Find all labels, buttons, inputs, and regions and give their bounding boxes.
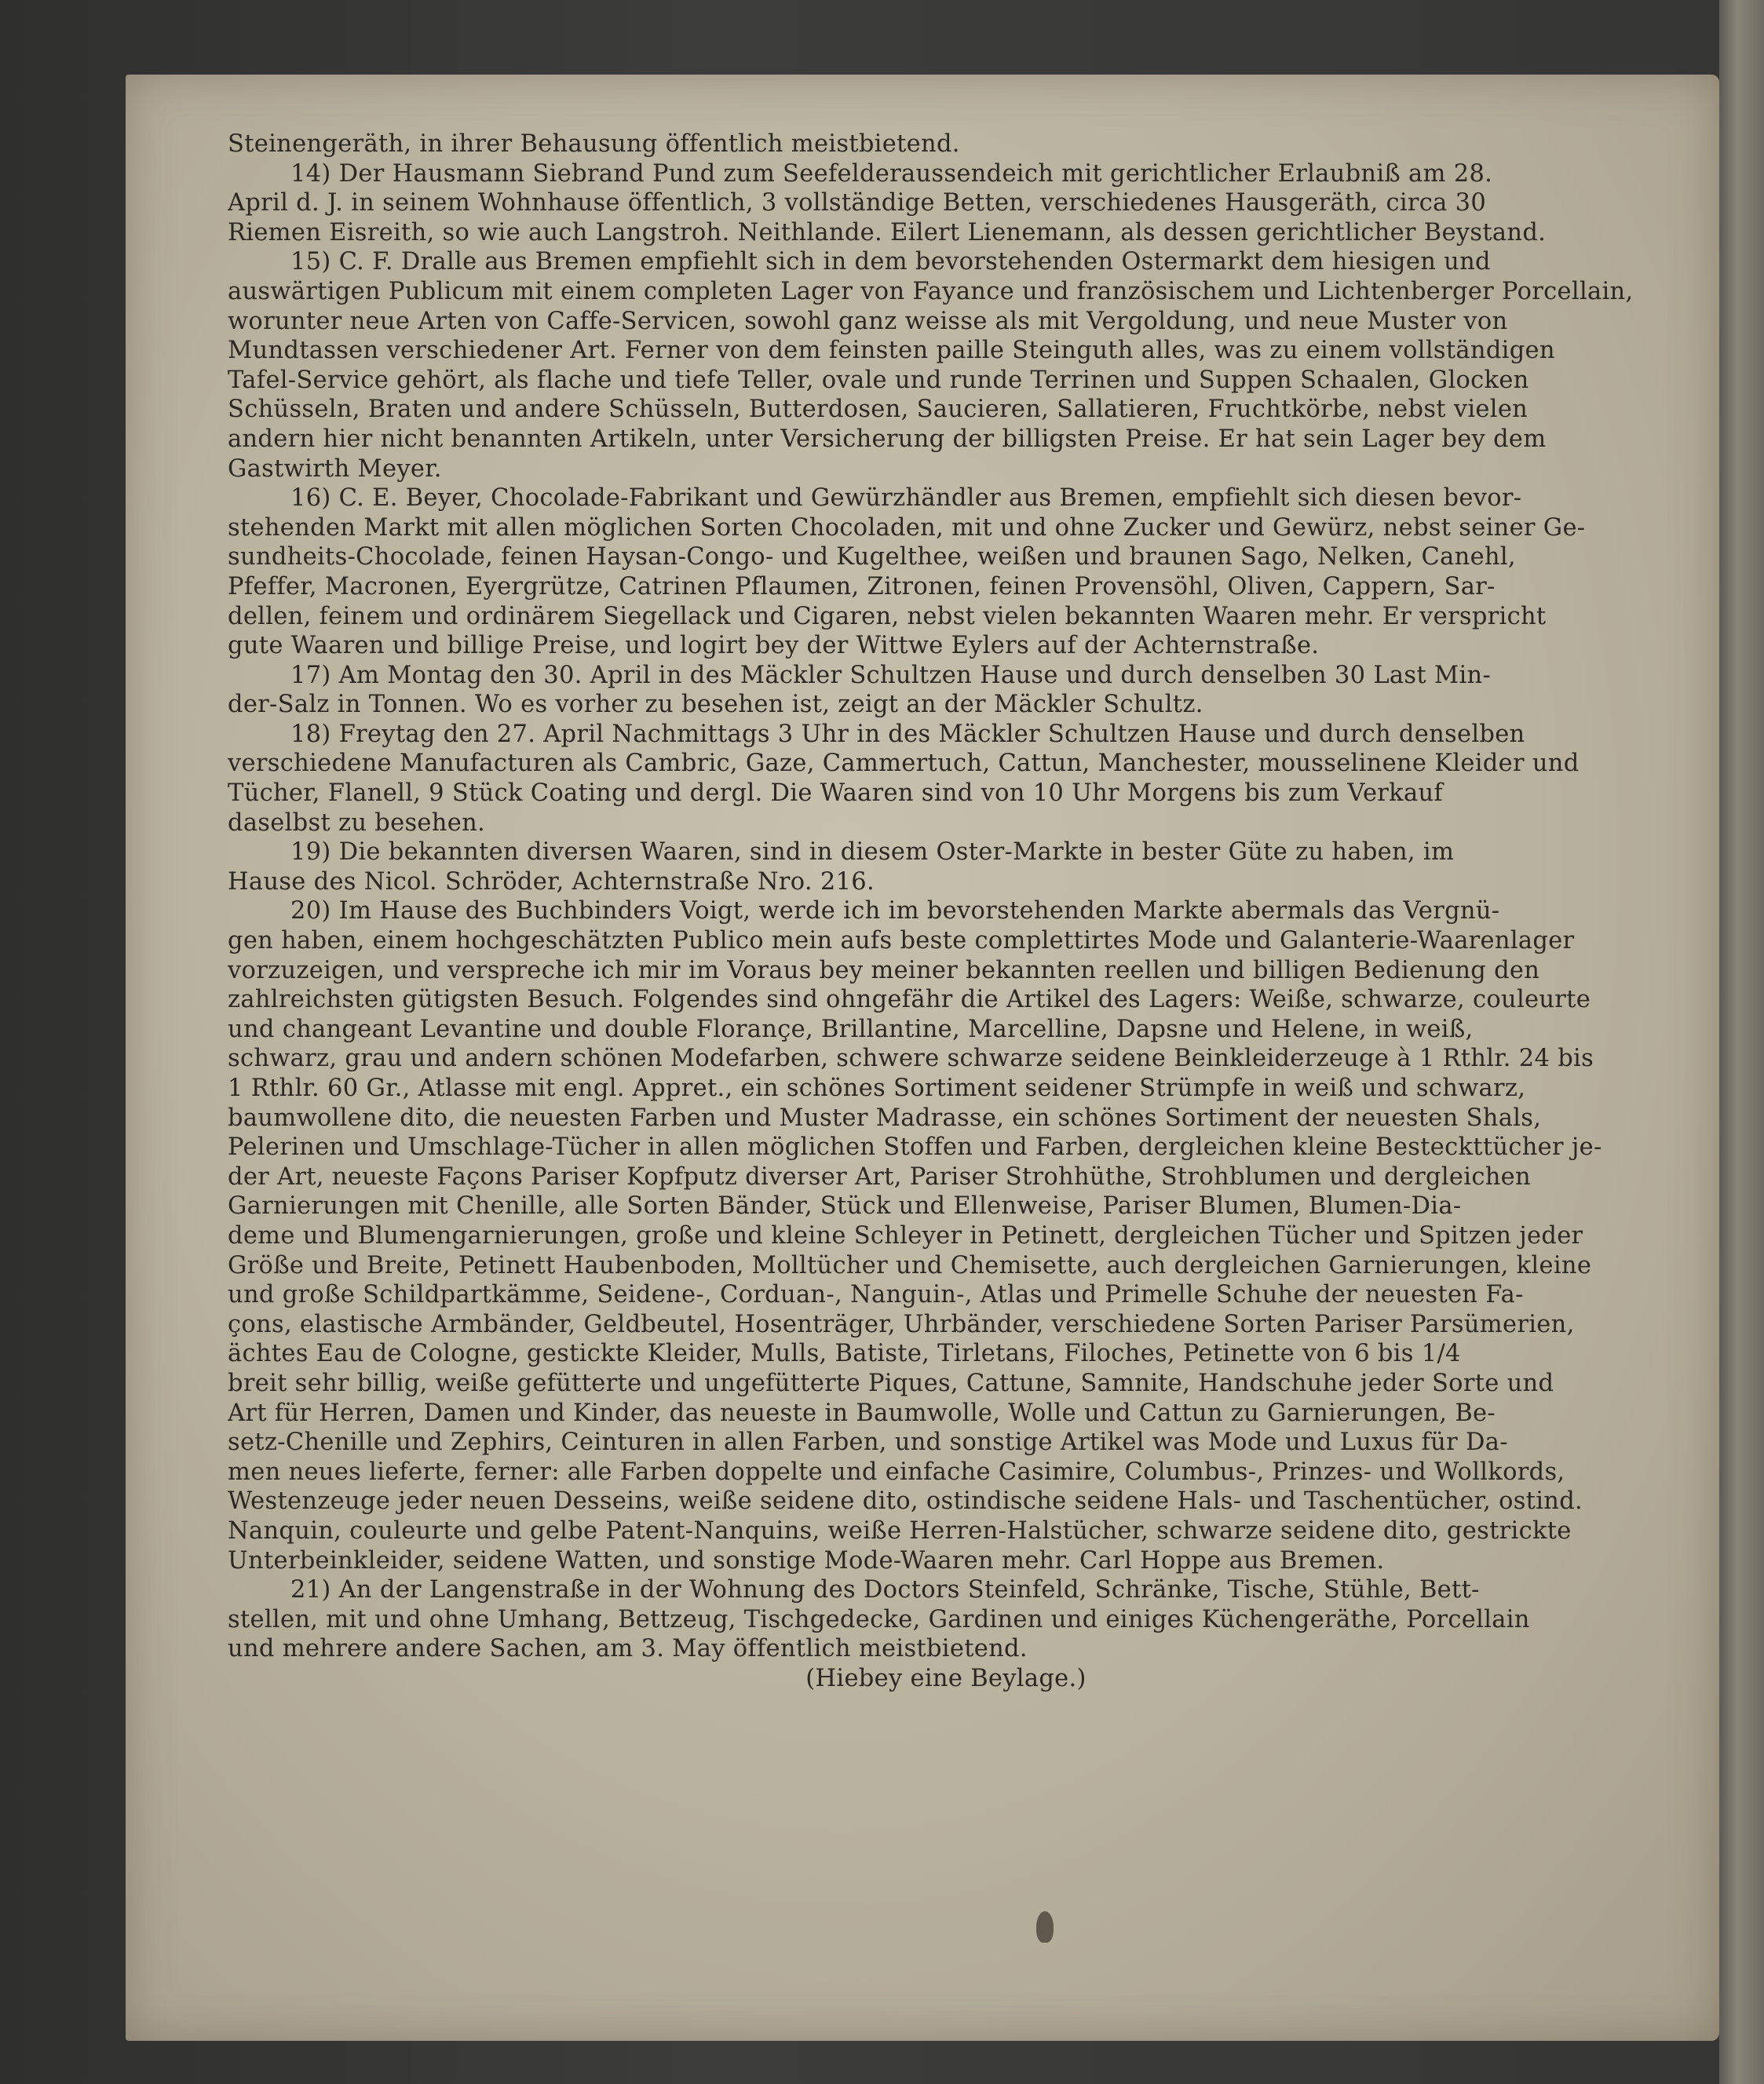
text-line: 14) Der Hausmann Siebrand Pund zum Seefelderaussendeich mit gerichtlicher Erlaubniß am 28. [290,159,1493,188]
text-line: Tücher, Flanell, 9 Stück Coating und dergl. Die Waaren sind von 10 Uhr Morgens bis zum Verkauf [228,779,1443,808]
text-line: Unterbeinkleider, seidene Watten, und sonstige Mode-Waaren mehr. Carl Hoppe aus Bremen. [228,1546,1385,1575]
page-text-block [228,130,1664,1693]
text-line: und mehrere andere Sachen, am 3. May öffentlich meistbietend. [228,1635,1028,1663]
text-line: çons, elastische Armbänder, Geldbeutel, Hosenträger, Uhrbänder, verschiedene Sorten Pariser Parsümerien, [228,1310,1575,1338]
text-line: daselbst zu besehen. [228,808,486,837]
text-line: Garnierungen mit Chenille, alle Sorten Bänder, Stück und Ellenweise, Pariser Blumen, Blumen-Dia- [228,1192,1462,1221]
text-line: stellen, mit und ohne Umhang, Bettzeug, Tischgedecke, Gardinen und einiges Küchengeräthe, Porcellain [228,1605,1530,1633]
text-line: 15) C. F. Dralle aus Bremen empfiehlt sich in dem bevorstehenden Ostermarkt dem hiesigen und [290,248,1491,276]
adjacent-page-edge [1719,0,1764,2084]
text-line: Pfeffer, Macronen, Eyergrütze, Catrinen Pflaumen, Zitronen, feinen Provensöhl, Oliven, Cappern, Sar- [228,572,1496,600]
text-line: verschiedene Manufacturen als Cambric, Gaze, Cammertuch, Cattun, Manchester, mousselinene Kleider und [228,750,1580,778]
text-line: der Art, neueste Façons Pariser Kopfputz diverser Art, Pariser Strohhüthe, Strohblumen und dergleichen [228,1162,1531,1191]
text-line: baumwollene dito, die neuesten Farben und Muster Madrasse, ein schönes Sortiment der neuesten Shals, [228,1104,1542,1132]
text-line: Riemen Eisreith, so wie auch Langstroh. Neithlande. Eilert Lienemann, als dessen gerichtlicher Beystand. [228,218,1547,246]
text-line: worunter neue Arten von Caffe-Servicen, sowohl ganz weisse als mit Vergoldung, und neue Muster von [228,307,1508,335]
text-line: auswärtigen Publicum mit einem completen Lager von Fayance und französischem und Lichtenberger Porcellain, [228,277,1634,305]
text-line: Steinengeräth, in ihrer Behausung öffentlich meistbietend. [228,130,960,158]
text-line: Mundtassen verschiedener Art. Ferner von dem feinsten paille Steinguth alles, was zu einem vollständigen [228,337,1555,365]
text-line: der-Salz in Tonnen. Wo es vorher zu besehen ist, zeigt an der Mäckler Schultz. [228,691,1203,719]
text-line: deme und Blumengarnierungen, große und kleine Schleyer in Petinett, dergleichen Tücher und Spitzen jeder [228,1221,1583,1250]
text-line: 18) Freytag den 27. April Nachmittags 3 Uhr in des Mäckler Schultzen Hause und durch denselben [290,720,1525,748]
text-line: und große Schildpartkämme, Seidene-, Corduan-, Nanguin-, Atlas und Primelle Schuhe der neuesten Fa- [228,1281,1524,1309]
text-line: Größe und Breite, Petinett Haubenboden, Molltücher und Chemisette, auch dergleichen Garnierungen, kleine [228,1251,1592,1279]
text-line: vorzuzeigen, und verspreche ich mir im Voraus bey meiner bekannten reellen und billigen Bedienung den [228,956,1540,984]
newspaper-page [126,75,1719,2041]
text-line: 16) C. E. Beyer, Chocolade-Fabrikant und Gewürzhändler aus Bremen, empfiehlt sich diesen bevor- [290,484,1522,513]
text-line: Westenzeuge jeder neuen Desseins, weiße seidene dito, ostindische seidene Hals- und Taschentücher, ostind. [228,1487,1583,1516]
text-line: April d. J. in seinem Wohnhause öffentlich, 3 vollständige Betten, verschiedenes Hausgeräth, circa 30 [228,189,1487,217]
supplement-note: (Hiebey eine Beylage.) [805,1664,1087,1692]
text-line: und changeant Levantine und double Florançe, Brillantine, Marcelline, Dapsne und Helene, in weiß, [228,1015,1474,1043]
text-line: 17) Am Montag den 30. April in des Mäckler Schultzen Hause und durch denselben 30 Last Min- [290,661,1492,689]
text-line: schwarz, grau und andern schönen Modefarben, schwere schwarze seidene Beinkleiderzeuge à 1 Rthlr. 24 bis [228,1045,1594,1073]
text-line: zahlreichsten gütigsten Besuch. Folgendes sind ohngefähr die Artikel des Lagers: Weiße, schwarze, couleurte [228,986,1591,1014]
text-line: Gastwirth Meyer. [228,454,442,483]
text-line: 20) Im Hause des Buchbinders Voigt, werde ich im bevorstehenden Markte abermals das Vergnü- [290,897,1500,925]
text-line: Nanquin, couleurte und gelbe Patent-Nanquins, weiße Herren-Halstücher, schwarze seidene dito, gestrickte [228,1516,1572,1545]
text-line: ächtes Eau de Cologne, gestickte Kleider, Mulls, Batiste, Tirletans, Filoches, Petinette von 6 bis 1/4 [228,1340,1461,1368]
text-line: gute Waaren und billige Preise, und logirt bey der Wittwe Eylers auf der Achternstraße. [228,632,1320,660]
paper-damage-mark [1036,1911,1054,1943]
text-line: 1 Rthlr. 60 Gr., Atlasse mit engl. Appret., ein schönes Sortiment seidener Strümpfe in weiß und schwarz, [228,1075,1526,1102]
text-line: Pelerinen und Umschlage-Tücher in allen möglichen Stoffen und Farben, dergleichen kleine Besteckttücher je- [228,1133,1602,1162]
text-line: andern hier nicht benannten Artikeln, unter Versicherung der billigsten Preise. Er hat sein Lager bey dem [228,425,1547,453]
text-line: Hause des Nicol. Schröder, Achternstraße Nro. 216. [228,867,875,896]
text-line: breit sehr billig, weiße gefütterte und ungefütterte Piques, Cattune, Samnite, Handschuhe jeder Sorte und [228,1369,1554,1397]
text-line: dellen, feinem und ordinärem Siegellack und Cigaren, nebst vielen bekannten Waaren mehr. Er verspricht [228,602,1547,630]
text-line: 19) Die bekannten diversen Waaren, sind in diesem Oster-Markte in bester Güte zu haben, im [290,838,1455,867]
text-line: men neues lieferte, ferner: alle Farben doppelte und einfache Casimire, Columbus-, Prinzes- und Wollkords, [228,1458,1565,1486]
text-line: stehenden Markt mit allen möglichen Sorten Chocoladen, mit und ohne Zucker und Gewürz, nebst seiner Ge- [228,513,1586,542]
text-line: setz-Chenille und Zephirs, Ceinturen in allen Farben, und sonstige Artikel was Mode und Luxus für Da- [228,1429,1508,1457]
text-line: 21) An der Langenstraße in der Wohnung des Doctors Steinfeld, Schränke, Tische, Stühle, Bett- [290,1576,1480,1604]
text-line: Art für Herren, Damen und Kinder, das neueste in Baumwolle, Wolle und Cattun zu Garnierungen, Be- [228,1399,1496,1427]
text-line: gen haben, einem hochgeschätzten Publico mein aufs beste complettirtes Mode und Galanterie-Waarenlager [228,927,1575,955]
text-line: sundheits-Chocolade, feinen Haysan-Congo- und Kugelthee, weißen und braunen Sago, Nelken, Canehl, [228,543,1516,571]
text-line: Schüsseln, Braten und andere Schüsseln, Butterdosen, Saucieren, Sallatieren, Fruchtkörbe, nebst vielen [228,396,1528,424]
text-line: Tafel-Service gehört, als flache und tiefe Teller, ovale und runde Terrinen und Suppen Schaalen, Glocken [228,366,1529,394]
